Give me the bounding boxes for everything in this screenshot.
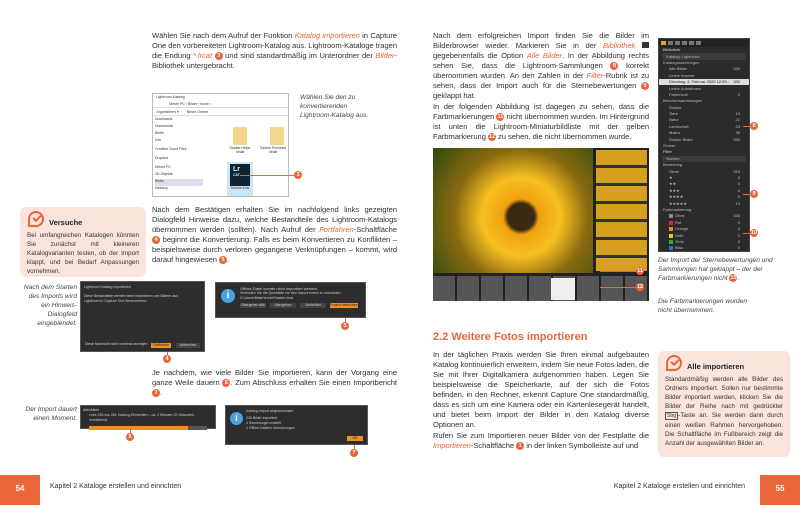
dialog-title: Offline-Datei konnte nicht importiert werden. xyxy=(240,286,318,291)
skip-all-button[interactable]: Übergehen alle xyxy=(241,303,265,307)
item-label: Natur xyxy=(669,117,679,123)
item-label: Ohne xyxy=(669,168,679,174)
paragraph: In der folgenden Abbildung ist dagegen zu sehen, dass die Farbmarkierungen 11 nicht übernommen wurden. Im Hintergrund ist unten die Lightroom-Miniaturbildliste mit der gelben Farbmarkierung 12 zu sehen, die nicht übernommen wurde. xyxy=(433,102,649,141)
item-count: 0 xyxy=(737,226,740,232)
item-count: 4 xyxy=(737,187,740,193)
progress-bar xyxy=(89,426,207,430)
tip-body: Standardmäßig werden alle Bilder des Ordners importiert. Sollen nur bestimmte Bilder importiert werden, klicken Sie die Bilder der Reihe nach mit gedrückter Strg -Taste an. Sie werden dann durch einen weißen Rahmen hervorgehoben. Die Schaltfläche im Fußbereich zeigt die Anzahl der ausgewählten Bilder an. xyxy=(665,376,783,447)
folder-label: Saalde Previews Inhalt xyxy=(259,146,287,154)
paragraph: Nach dem erfolgreichen Import finden Sie die Bilder im Bilderbrowser wieder. Markieren Sie in der Bibliothek gegebenenfalls die Option Alle Bilder. In der Abbildung rechts sehen Sie, dass die Lightroom-Sammlungen 8 korrekt übernommen wurden. An den Zahlen in der Filter-Rubrik ist zu sehen, dass der Import auch für die Sternebewertungen 9 geklappt hat. xyxy=(433,31,649,100)
item-label: ★★★★ xyxy=(669,194,684,200)
section-header[interactable]: Benutzersammlungen xyxy=(663,98,702,104)
section-header[interactable]: Bibliothek xyxy=(663,47,681,53)
item-label: Orange xyxy=(675,226,689,232)
progress-dialog xyxy=(80,405,216,429)
item-count: 13 xyxy=(735,200,740,206)
section-header[interactable]: Ordner xyxy=(663,143,676,149)
paragraph: In der täglichen Praxis werden Sie Ihren einmal aufgebauten Katalog kontinuierlich erweitern, indem Sie neue Fotos laden, die Sie mit Ihrer Digitalkamera aufgenommen haben. Legen Sie beispielsweise die Speicherkarte, auf der sich die Fotos befinden, in den Rechner, erkennt Capture One standardmäßig, dass es sich um eine Kamera oder ein Kartenlesegerät handelt, und bietet beim Import der Bilder in den Katalog diverse Optionen an. xyxy=(433,350,649,429)
checkmark-bubble-icon xyxy=(28,211,44,227)
thumbnail-column xyxy=(596,150,647,271)
explorer-screenshot xyxy=(152,93,289,197)
tip-title: Versuche xyxy=(49,218,83,227)
running-footer: Kapitel 2 Kataloge erstellen und einrichten xyxy=(613,483,745,490)
item-label: Papierkorb xyxy=(669,91,689,97)
catalog-select[interactable]: Katalog: Lightroom xyxy=(662,53,746,59)
nav-item[interactable]: Desktop xyxy=(155,186,168,190)
library-icon xyxy=(642,42,649,48)
item-count: 330 xyxy=(733,79,740,85)
color-label-menu[interactable] xyxy=(551,278,575,300)
thumbnail-strip xyxy=(433,276,649,301)
tip-body: Bei umfangreichen Katalogen könnten Sie zunächst mit kleineren Katalogvarianten testen, ob der Import klappt, und bei Bedarf Anpassungen vornehmen. xyxy=(27,232,139,275)
figure-caption: Wählen Sie den zu konvertierenden Lightroom-Katalog aus. xyxy=(300,94,369,119)
nav-item[interactable]: Dokumente xyxy=(155,124,173,128)
color-swatch xyxy=(669,240,673,244)
cancel-button[interactable]: Abbrechen xyxy=(176,343,200,348)
address-bar[interactable]: Dieser PC › Bilder › Ironie › xyxy=(153,101,288,108)
file-label: Saalde.lrcat xyxy=(230,186,250,190)
item-label: Saalde xyxy=(669,104,682,110)
info-icon: i xyxy=(230,412,243,425)
tip-box xyxy=(658,351,790,457)
callout-marker: 7 xyxy=(350,449,358,457)
section-header[interactable]: Farbmarkierung xyxy=(663,206,692,212)
section-header[interactable]: Bewertung xyxy=(663,162,683,168)
item-label: Ohne xyxy=(675,213,685,219)
item-label: Letzte Importe xyxy=(669,72,695,78)
nav-item[interactable]: Bilder xyxy=(155,179,203,186)
report-line: 1 Offline-Dateien übersprungen xyxy=(246,426,295,430)
nav-item[interactable]: 3D-Objekte xyxy=(155,172,173,176)
dont-show-checkbox[interactable]: Diese Nachricht nicht nochmal anzeigen xyxy=(85,342,148,346)
window-title: Lightroom-Katalog xyxy=(156,95,185,99)
item-label: ★★ xyxy=(669,181,677,187)
lightroom-icon: Lr CAT xyxy=(230,164,250,186)
report-line: 235 Bilder importiert xyxy=(246,416,278,420)
key-strg: Strg xyxy=(667,413,677,419)
callout-marker: 10 xyxy=(750,230,758,236)
close-button[interactable]: Schließen xyxy=(300,303,326,308)
folder-icon[interactable] xyxy=(270,127,284,145)
callout-marker: 6 xyxy=(126,433,134,441)
tip-title: Alle importieren xyxy=(687,362,745,371)
item-label: Makro xyxy=(669,130,681,136)
dialog-title: Katalog-Import abgeschlossen xyxy=(246,409,294,413)
page-number: 54 xyxy=(0,475,40,505)
sunflower-photo xyxy=(433,148,593,273)
callout-marker: 3 xyxy=(215,52,223,60)
running-footer: Kapitel 2 Kataloge erstellen und einrichten xyxy=(50,483,182,490)
nav-item[interactable]: Info xyxy=(155,138,161,142)
ok-button[interactable]: OK xyxy=(347,436,363,441)
checkmark-bubble-icon xyxy=(666,355,682,371)
nav-item[interactable]: Bilder xyxy=(155,131,164,135)
skip-button[interactable]: Übergehen xyxy=(270,303,296,308)
section-header[interactable]: Katalogsammlungen xyxy=(663,59,700,65)
organize-menu[interactable]: Organisieren ▾ xyxy=(156,110,179,114)
item-count: 0 xyxy=(737,245,740,251)
figure-caption: Nach dem Starten des Imports wird ein Hinweis-Dialogfeld eingeblendet. xyxy=(23,284,77,327)
figure-caption: Der Import der Sternebewertungen und Sammlungen hat geklappt – der der Farbmarkierungen nicht 10. xyxy=(658,257,773,282)
offline-file-dialog xyxy=(215,282,366,318)
item-count: 0 xyxy=(737,194,740,200)
progress-text: Lese 235 von 281 Katalog-Elementen – ca. 2 Minuten 02 Sekunden verbleibend xyxy=(89,413,195,422)
nav-item[interactable]: Dropbox xyxy=(155,156,169,160)
panel-list-item[interactable] xyxy=(659,245,749,251)
figure-caption: Der Import dauert einen Moment. xyxy=(25,406,77,422)
dialog-text: Verbinden Sie die Quelldatei um den Import erneut zu versuchen. xyxy=(240,291,342,295)
item-label: Blau xyxy=(675,245,684,251)
item-label: Gelb xyxy=(675,232,684,238)
lrcat-file[interactable] xyxy=(227,162,253,196)
callout-marker: 8 xyxy=(750,122,758,130)
dialog-title: Aktivitäten xyxy=(83,408,100,412)
section-header[interactable]: Filter xyxy=(663,149,672,155)
callout-marker: 12 xyxy=(636,284,644,290)
item-count: 0 xyxy=(737,181,740,187)
item-label: Tiere xyxy=(669,111,678,117)
item-label: ★★★★★ xyxy=(669,200,687,206)
figure-caption: Die Farbmarkierungen wurden nicht übernommen. xyxy=(658,298,748,314)
nav-pane xyxy=(155,117,203,193)
nav-item[interactable]: Creative Cloud Files xyxy=(155,147,187,151)
capture-one-screenshot xyxy=(433,148,649,301)
folder-icon[interactable] xyxy=(233,127,247,145)
item-count: 0 xyxy=(737,232,740,238)
callout-marker: 3 xyxy=(294,171,302,179)
term-katalog-importieren: Katalog importieren xyxy=(294,31,360,40)
item-count: 319 xyxy=(733,168,740,174)
item-count: 19 xyxy=(735,111,740,117)
report-line: 4 Sammlungen erstellt xyxy=(246,421,281,425)
nav-item[interactable]: Dieser PC xyxy=(155,165,171,169)
item-label: Saalde Bilder xyxy=(669,136,693,142)
item-label: Rot xyxy=(675,219,682,225)
color-swatch xyxy=(669,246,673,250)
item-count: 22 xyxy=(735,117,740,123)
info-icon: i xyxy=(221,289,235,303)
item-label: Grün xyxy=(675,238,684,244)
item-count: 330 xyxy=(733,136,740,142)
item-label: ★★★ xyxy=(669,187,680,193)
item-label: Landschaft xyxy=(669,123,689,129)
callout-marker: 4 xyxy=(163,355,171,363)
page-number: 55 xyxy=(760,475,800,505)
folder-label: Saalde Helpe Inhalt xyxy=(229,146,251,154)
file-path: C:\Users\Bilder\Ironie\Saalde.lrcat xyxy=(240,296,293,300)
paragraph: Wählen Sie nach dem Aufruf der Funktion Katalog importieren in Capture One den vorbereiteten Lightroom-Katalog aus. Lightroom-Kataloge tragen die Endung *.lrcat 3 und sind standardmäßig im Unterordner der Bilder-Bibliothek untergebracht. xyxy=(152,31,397,70)
paragraph: Rufen Sie zum Importieren neuer Bilder von der Festplatte die Importieren-Schaltfläche 1 in der linken Symbolleiste auf und xyxy=(433,431,649,450)
paragraph: Je nachdem, wie viele Bilder Sie importieren, kann der Vorgang eine ganze Weile dauern 6 . Zum Abschluss erhalten Sie einen Importbericht 7 . xyxy=(152,368,397,397)
tip-box xyxy=(20,207,146,277)
color-swatch xyxy=(669,227,673,231)
item-count: 0 xyxy=(737,219,740,225)
item-label: Letzte Aufnahmen xyxy=(669,85,702,91)
item-label: Alle Bilder xyxy=(669,66,688,72)
item-count: 0 xyxy=(737,238,740,244)
item-label: ★ xyxy=(669,175,673,180)
color-swatch xyxy=(669,214,673,218)
new-folder-button[interactable]: Neuer Ordner xyxy=(186,110,209,114)
callout-marker: 9 xyxy=(750,190,758,198)
color-swatch xyxy=(669,234,673,238)
item-count: 330 xyxy=(733,66,740,72)
tool-tabs[interactable] xyxy=(659,39,749,47)
dialog-text: Diese Bestandteile werden beim Importieren von Bildern aus Lightroom in Capture One übernommen: xyxy=(84,294,178,303)
filter-search[interactable]: Suchen xyxy=(662,156,746,162)
import-info-dialog xyxy=(80,281,205,352)
library-panel xyxy=(658,38,750,252)
continue-button[interactable]: Fortfahren xyxy=(152,343,170,347)
dialog-title: Lightroom Katalog importieren xyxy=(84,285,131,289)
callout-marker: 5 xyxy=(341,322,349,330)
retry-button[interactable]: Erneut versuchen xyxy=(330,303,358,307)
item-count: 330 xyxy=(733,213,740,219)
item-count: 0 xyxy=(737,91,740,97)
nav-item[interactable]: Downloads xyxy=(155,117,173,121)
color-swatch xyxy=(669,221,673,225)
item-count: 0 xyxy=(737,175,740,180)
item-label: Dienstag, 4. Februar 2020 12:09... xyxy=(669,79,730,85)
item-count: 23 xyxy=(735,123,740,129)
panel-list-item[interactable] xyxy=(659,79,749,85)
import-report-dialog xyxy=(225,405,368,445)
callout-marker: 11 xyxy=(637,268,643,274)
item-count: 35 xyxy=(735,130,740,136)
paragraph: Nach dem Bestätigen erhalten Sie im nachfolgend links gezeigten Dialogfeld Hinweise dazu, welche Bestandteile des Lightroom-Katalogs übernommen werden (sollten). Nach Aufruf der Fortfahren-Schaltfläche 4 beginnt die Konvertierung. Falls es beim Konvertieren zu Konflikten – beispielsweise durch verloren gegangene Verknüpfungen – kommt, wird darauf hingewiesen 5 . xyxy=(152,205,397,264)
section-heading: 2.2 Weitere Fotos importieren xyxy=(433,331,588,343)
